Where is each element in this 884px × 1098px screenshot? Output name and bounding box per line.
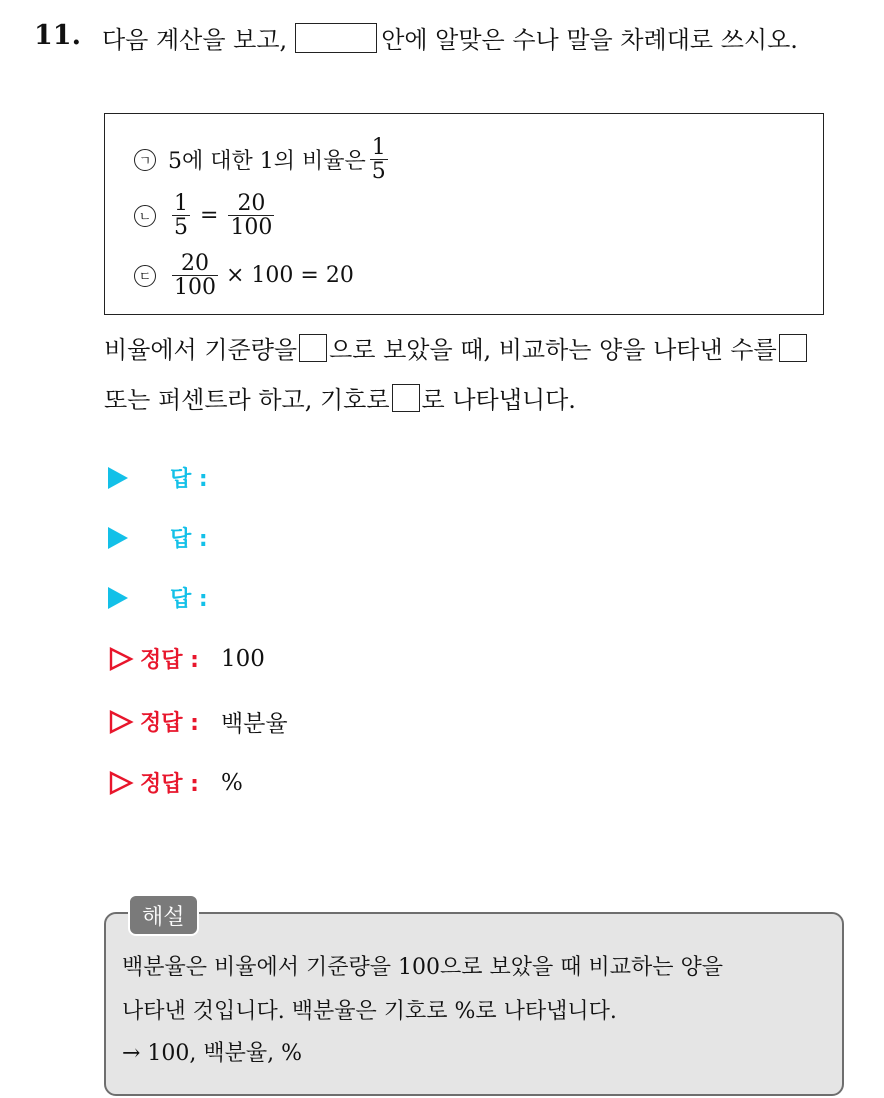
sentence-text: 으로 보았을 때, 비교하는 양을 나타낸 수를 — [329, 336, 777, 364]
question-text — [102, 20, 798, 55]
numerator: 1 — [371, 135, 386, 160]
question-text-after: 안에 알맞은 수나 말을 차례대로 쓰시오. — [381, 26, 798, 54]
blank-box — [295, 23, 377, 53]
expression-rest: × 100 = 20 — [226, 263, 354, 289]
fraction — [228, 192, 274, 239]
correct-label: 정답 : — [140, 711, 199, 736]
answer-row-1 — [108, 462, 208, 493]
circled-mark: ㄱ — [134, 149, 156, 171]
condition-item-3 — [134, 252, 354, 299]
condition-text: 5에 대한 1의 비율은 — [168, 149, 366, 175]
explanation-tag: 해설 — [128, 894, 199, 936]
correct-value: % — [220, 769, 243, 796]
correct-answer-row-2 — [108, 705, 288, 738]
condition-item-1 — [134, 136, 392, 183]
blank-box — [299, 334, 327, 362]
correct-value: 100 — [220, 645, 265, 672]
denominator: 100 — [174, 275, 216, 301]
outline-triangle-icon — [108, 770, 134, 796]
circled-mark: ㄷ — [134, 265, 156, 287]
correct-answer-row-1 — [108, 643, 265, 674]
correct-label: 정답 : — [140, 648, 199, 673]
blank-box — [392, 384, 420, 412]
numerator: 20 — [181, 251, 209, 276]
answer-label: 답 : — [170, 527, 208, 552]
circled-mark: ㄴ — [134, 205, 156, 227]
outline-triangle-icon — [108, 709, 134, 735]
denominator: 5 — [174, 215, 188, 241]
correct-answer-row-3 — [108, 767, 243, 798]
question-number: 11. — [34, 20, 81, 51]
numerator: 20 — [237, 191, 266, 216]
answer-row-3 — [108, 582, 208, 613]
outline-triangle-icon — [108, 646, 134, 672]
explanation-line-3: → 100, 백분율, % — [122, 1041, 303, 1066]
fraction — [370, 136, 388, 183]
explanation-line-1: 백분율은 비율에서 기준량을 100으로 보았을 때 비교하는 양을 — [122, 955, 723, 980]
question-text-before: 다음 계산을 보고, — [102, 26, 288, 54]
fraction — [172, 252, 218, 299]
triangle-marker-icon — [108, 587, 128, 609]
fraction — [172, 192, 190, 239]
sentence-text: 또는 퍼센트라 하고, 기호로 — [104, 386, 390, 414]
triangle-marker-icon — [108, 467, 128, 489]
explanation-line-2: 나타낸 것입니다. 백분율은 기호로 %로 나타냅니다. — [122, 999, 617, 1024]
answer-label: 답 : — [170, 587, 208, 612]
blank-box — [779, 334, 807, 362]
sentence-text: 비율에서 기준량을 — [104, 336, 298, 364]
triangle-marker-icon — [108, 527, 128, 549]
answer-label: 답 : — [170, 467, 208, 492]
equals-sign: = — [200, 203, 219, 229]
correct-label: 정답 : — [140, 772, 199, 797]
answer-row-2 — [108, 522, 208, 553]
sentence-text: 로 나타냅니다. — [421, 386, 576, 414]
sentence-line-1 — [104, 330, 809, 365]
numerator: 1 — [174, 191, 188, 216]
sentence-line-2 — [104, 380, 576, 415]
condition-item-2 — [134, 192, 278, 239]
denominator: 5 — [371, 159, 386, 185]
denominator: 100 — [230, 215, 273, 241]
correct-value: 백분율 — [220, 711, 288, 737]
